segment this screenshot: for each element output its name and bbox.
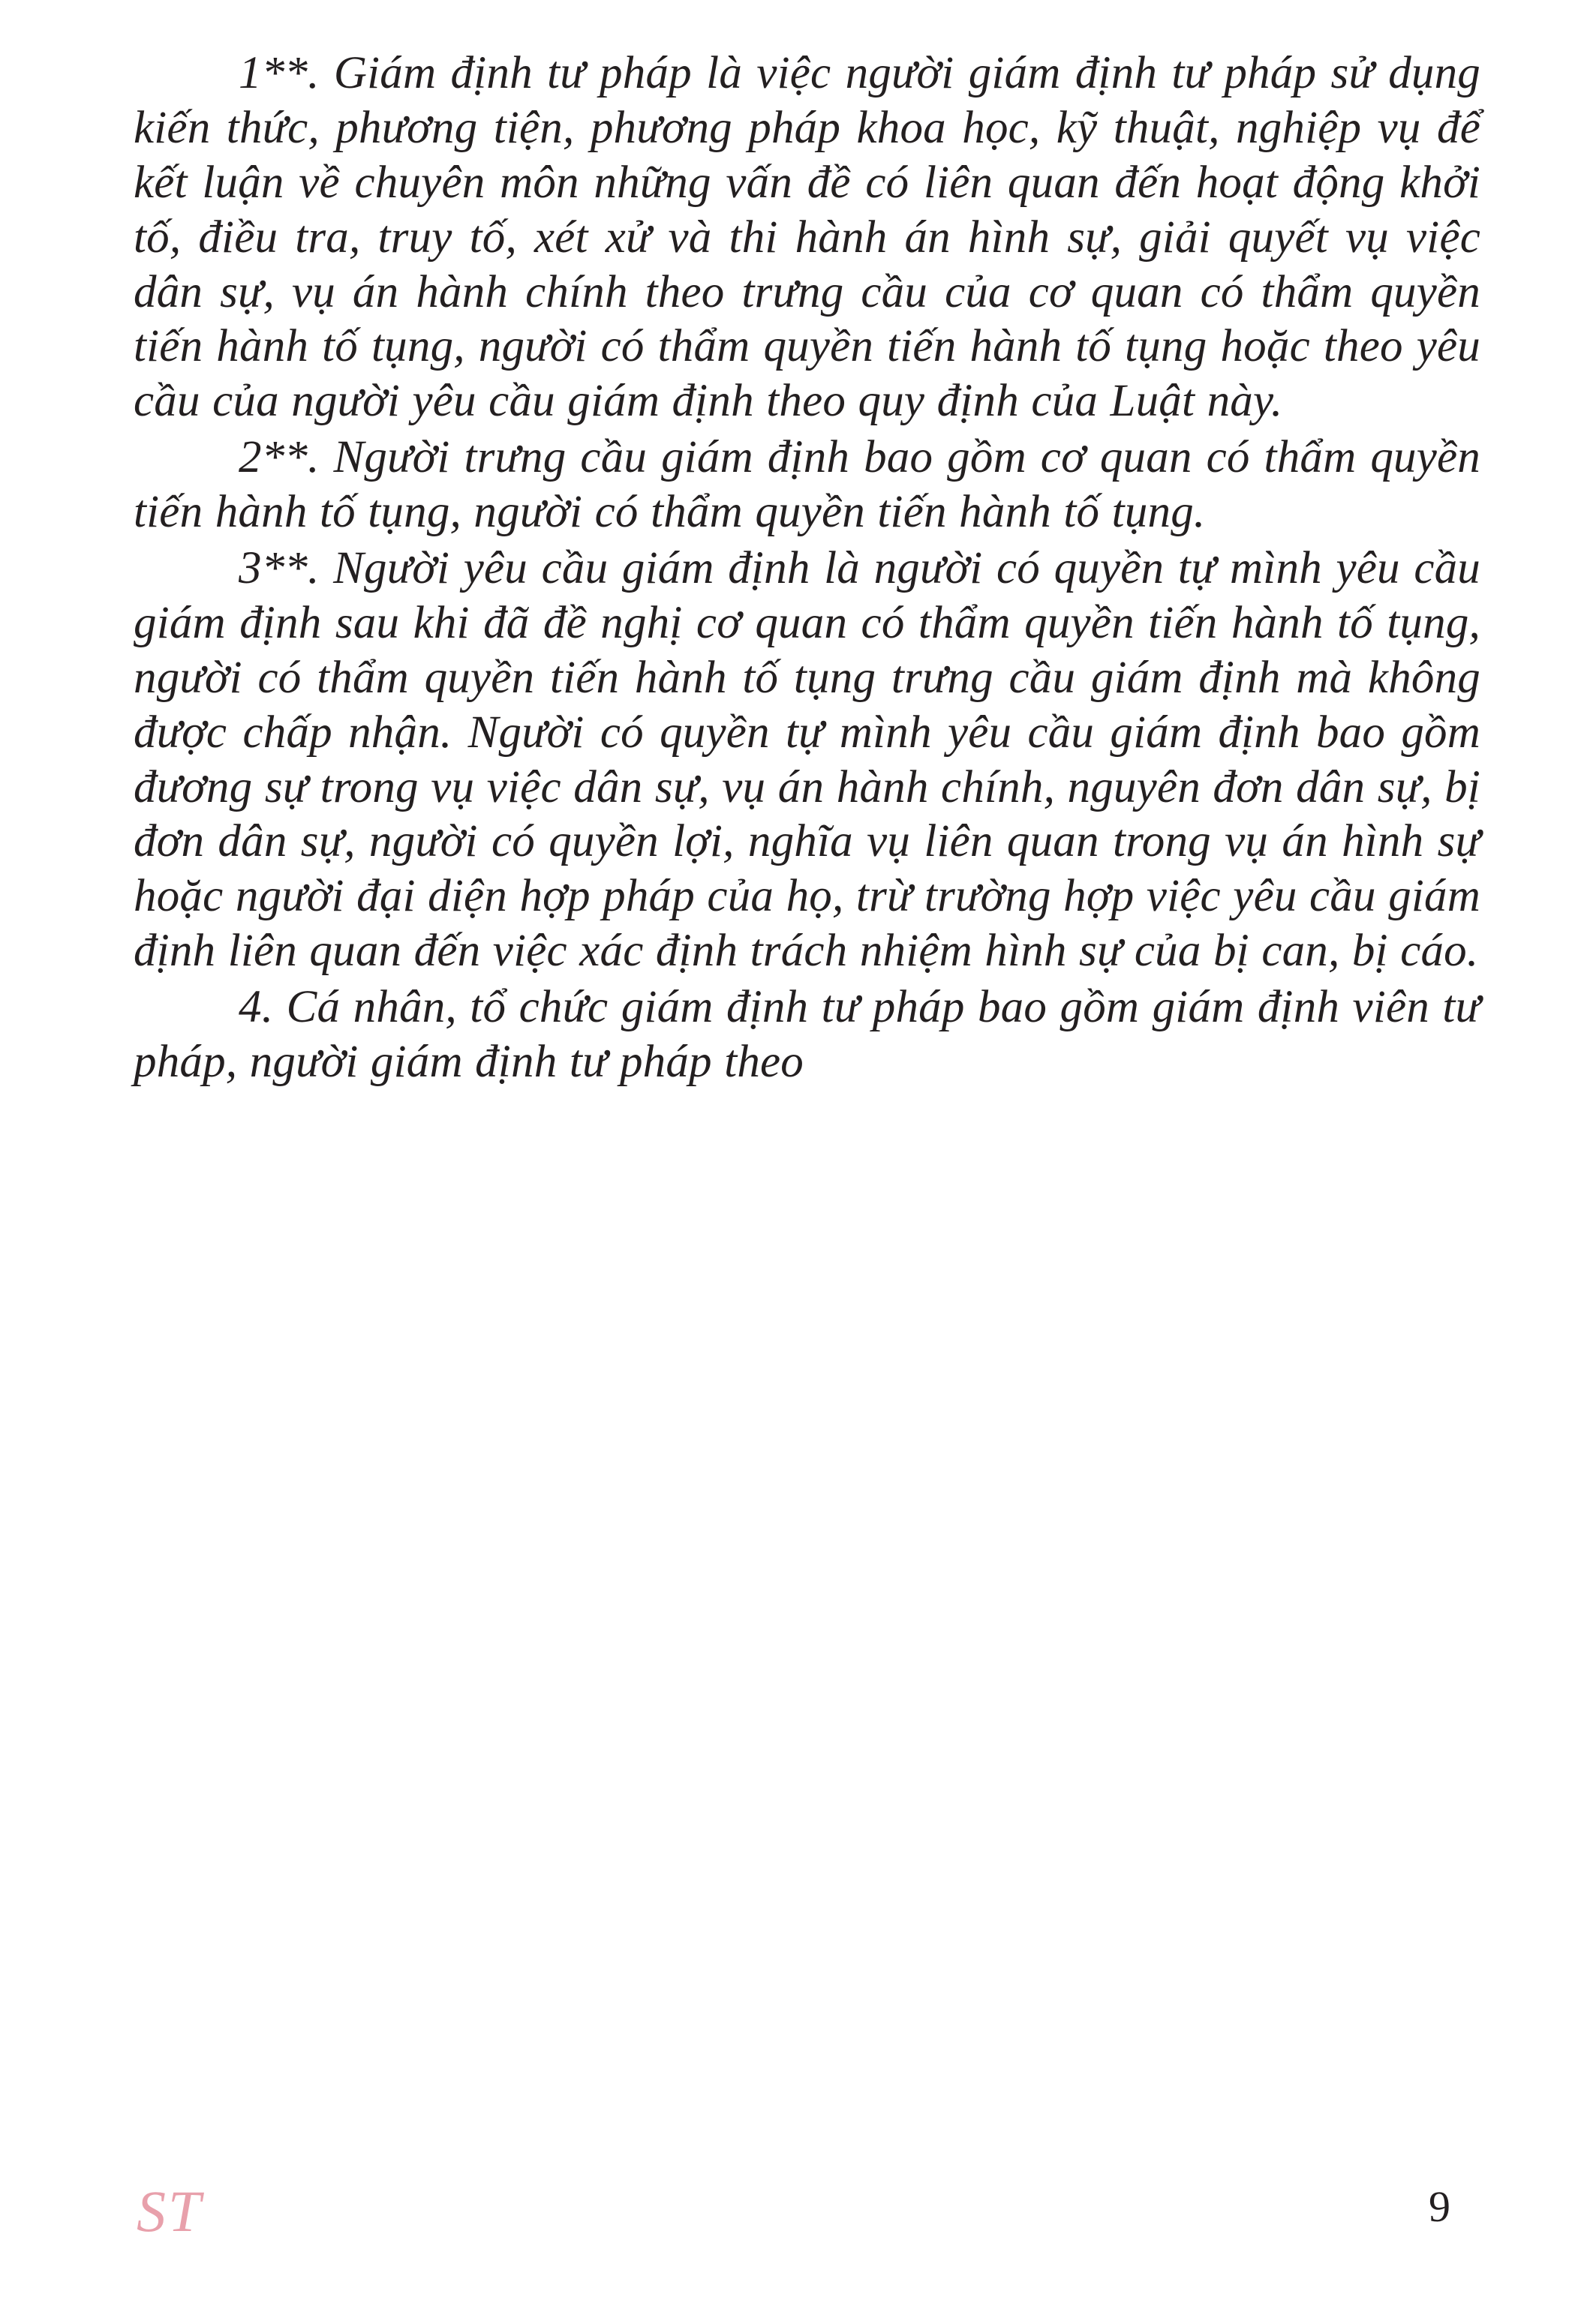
page-content bbox=[134, 47, 1480, 1090]
paragraph-2: 2**. Người trưng cầu giám định bao gồm cơ quan có thẩm quyền tiến hành tố tụng, người có thẩm quyền tiến hành tố tụng. bbox=[134, 432, 1480, 538]
svg-text:S: S bbox=[137, 2178, 166, 2244]
paragraph-3: 3**. Người yêu cầu giám định là người có quyền tự mình yêu cầu giám định sau khi đã đề nghị cơ quan có thẩm quyền tiến hành tố tụng, người có thẩm quyền tiến hành tố tụng trưng cầu giám định mà không được chấp nhận. Người có quyền tự mình yêu cầu giám định bao gồm đương sự trong vụ việc dân sự, vụ án hành chính, nguyên đơn dân sự, bị đơn dân sự, người có quyền lợi, nghĩa vụ liên quan trong vụ án hình sự hoặc người đại diện hợp pháp của họ, trừ trường hợp việc yêu cầu giám định liên quan đến việc xác định trách nhiệm hình sự của bị can, bị cáo. bbox=[134, 543, 1480, 977]
publisher-logo-icon bbox=[126, 2168, 216, 2250]
page-number: 9 bbox=[1429, 2182, 1450, 2231]
page-footer bbox=[0, 2160, 1587, 2295]
svg-text:T: T bbox=[168, 2178, 201, 2244]
paragraph-1: 1**. Giám định tư pháp là việc người giám định tư pháp sử dụng kiến thức, phương tiện, phương pháp khoa học, kỹ thuật, nghiệp vụ để kết luận về chuyên môn những vấn đề có liên quan đến hoạt động khởi tố, điều tra, truy tố, xét xử và thi hành án hình sự, giải quyết vụ việc dân sự, vụ án hành chính theo trưng cầu của cơ quan có thẩm quyền tiến hành tố tụng, người có thẩm quyền tiến hành tố tụng hoặc theo yêu cầu của người yêu cầu giám định theo quy định của Luật này. bbox=[134, 48, 1480, 427]
paragraph-4: 4. Cá nhân, tổ chức giám định tư pháp bao gồm giám định viên tư pháp, người giám định tư pháp theo bbox=[134, 982, 1480, 1088]
